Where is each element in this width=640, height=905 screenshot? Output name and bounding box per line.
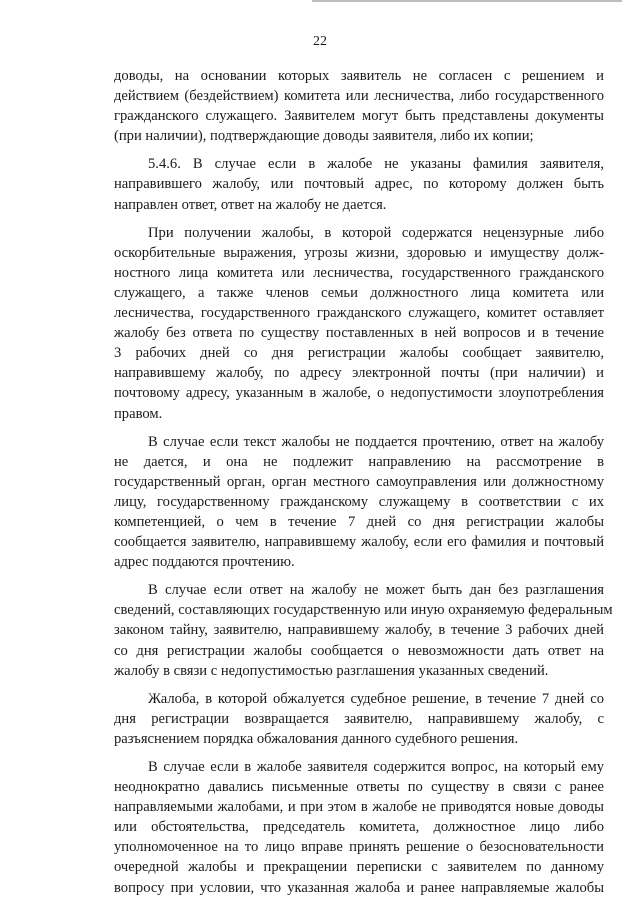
text-line: ностного лица комитета или лесничества, государственного гражданского <box>114 264 604 281</box>
text-line: (при наличии), подтверждающие доводы заявителя, либо их копии; <box>114 128 534 145</box>
text-line: почтовому адресу, указанным в жалобе, о недопустимости злоупотребления <box>114 385 604 402</box>
text-line: жалобу без ответа по существу поставленных в ней вопросов и в течение <box>114 325 604 342</box>
paragraph-para-obscene <box>114 223 604 424</box>
text-line: очередной жалобы и прекращении переписки с заявителем по данному <box>114 859 604 876</box>
text-line: сведений, составляющих государственную или иную охраняемую федеральным <box>114 602 613 619</box>
text-line: уполномоченное на то лицо вправе принять решение о безосновательности <box>114 839 604 856</box>
paragraph-para-1-continuation <box>114 66 604 146</box>
text-line: правом. <box>114 405 163 422</box>
text-line: направившему жалобу, по адресу электронной почты (при наличии) и <box>114 365 604 382</box>
paragraph-gap <box>114 146 604 154</box>
paragraph-gap <box>114 215 604 223</box>
text-line: оскорбительные выражения, угрозы жизни, здоровью и имуществу долж- <box>114 244 604 261</box>
text-line: служащего, а также членов семьи должностного лица комитета или <box>114 284 604 301</box>
text-line: неоднократно давались письменные ответы по существу в связи с ранее <box>114 779 604 796</box>
paragraph-para-court <box>114 689 604 749</box>
page-number: 22 <box>313 34 327 49</box>
text-line: законом тайну, заявителю, направившему жалобу, в течение 3 рабочих дней <box>114 622 604 639</box>
text-line: доводы, на основании которых заявитель не согласен с решением и <box>114 68 604 84</box>
text-line: Жалоба, в которой обжалуется судебное решение, в течение 7 дней со <box>148 690 604 707</box>
paragraph-para-unreadable <box>114 432 604 573</box>
text-line: В случае если текст жалобы не поддается прочтению, ответ на жалобу <box>148 433 604 450</box>
paragraph-gap <box>114 749 604 757</box>
text-line: В случае если в жалобе заявителя содержится вопрос, на который ему <box>148 759 604 775</box>
document-body <box>114 66 613 898</box>
paragraph-para-secret <box>114 580 613 680</box>
text-line: В случае если ответ на жалобу не может быть дан без разглашения <box>148 582 604 599</box>
text-line: 5.4.6. В случае если в жалобе не указаны фамилия заявителя, <box>148 156 604 173</box>
top-edge-rule <box>312 0 622 2</box>
text-line: действием (бездействием) комитета или лесничества, либо государственного <box>114 88 604 105</box>
paragraph-para-5-4-6 <box>114 154 604 214</box>
text-line: дня регистрации возвращается заявителю, направившему жалобу, с <box>114 710 604 727</box>
text-line: лесничества, государственного гражданского служащего, комитет оставляет <box>114 305 604 322</box>
text-line: разъяснением порядка обжалования данного судебного решения. <box>114 730 519 747</box>
text-line: сообщается заявителю, направившему жалобу, если его фамилия и почтовый <box>114 534 604 551</box>
text-line: направившего жалобу, или почтовый адрес, по которому должен быть <box>114 176 604 193</box>
text-line: вопросу при условии, что указанная жалоба и ранее направляемые жалобы <box>114 879 604 896</box>
text-line: гражданского служащего. Заявителем могут быть представлены документы <box>114 108 604 125</box>
text-line: или обстоятельства, председатель комитета, должностное лицо либо <box>114 819 604 836</box>
paragraph-gap <box>114 424 604 432</box>
paragraph-para-repeated <box>114 757 604 898</box>
text-line: 3 рабочих дней со дня регистрации жалобы сообщает заявителю, <box>114 345 604 362</box>
paragraph-gap <box>114 572 604 580</box>
text-line: адрес поддаются прочтению. <box>114 554 295 571</box>
text-line: не дается, и она не подлежит направлению на рассмотрение в <box>114 453 604 470</box>
text-line: лицу, государственному гражданскому служащему в соответствии с их <box>114 493 604 510</box>
text-line: При получении жалобы, в которой содержатся нецензурные либо <box>148 224 604 241</box>
paragraph-gap <box>114 681 604 689</box>
text-line: жалобу в связи с недопустимостью разглашения указанных сведений. <box>114 662 549 679</box>
text-line: компетенцией, о чем в течение 7 дней со дня регистрации жалобы <box>114 513 604 530</box>
text-line: государственный орган, орган местного самоуправления или должностному <box>114 473 604 490</box>
text-line: направляемыми жалобами, и при этом в жалобе не приводятся новые доводы <box>114 799 604 816</box>
text-line: направлен ответ, ответ на жалобу не дается. <box>114 196 387 213</box>
text-line: со дня регистрации жалобы сообщается о невозможности дать ответ на <box>114 642 604 659</box>
